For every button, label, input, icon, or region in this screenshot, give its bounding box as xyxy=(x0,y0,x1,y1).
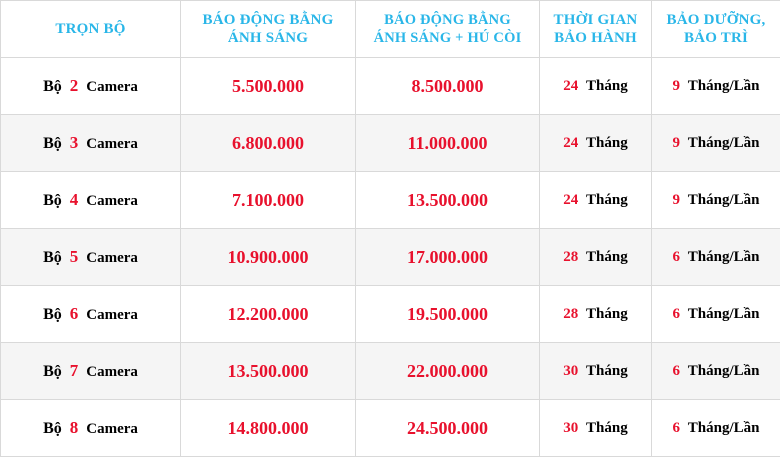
cell-kit xyxy=(1,400,181,457)
kit-suffix: Camera xyxy=(86,250,138,266)
column-header-light-alarm xyxy=(181,1,356,58)
maintenance-unit: Tháng/Lần xyxy=(687,248,760,265)
maintenance-unit: Tháng/Lần xyxy=(687,419,760,436)
cell-maintenance xyxy=(652,172,780,229)
warranty-number: 28 xyxy=(563,305,579,322)
warranty-number: 30 xyxy=(563,419,579,436)
kit-prefix: Bộ xyxy=(43,78,62,95)
warranty-number: 24 xyxy=(563,191,579,208)
maintenance-number: 9 xyxy=(672,77,681,94)
cell-price-light: 5.500.000 xyxy=(181,58,356,115)
column-header-light-siren-alarm xyxy=(356,1,540,58)
kit-suffix: Camera xyxy=(86,193,138,209)
cell-kit xyxy=(1,172,181,229)
kit-number: 2 xyxy=(69,76,79,95)
kit-suffix: Camera xyxy=(86,79,138,95)
column-header-warranty-line-2: BẢO HÀNH xyxy=(554,30,637,46)
column-header-light-siren-alarm-line-1: BÁO ĐỘNG BẰNG xyxy=(384,12,511,28)
cell-warranty xyxy=(540,58,652,115)
warranty-unit: Tháng xyxy=(586,191,628,208)
warranty-unit: Tháng xyxy=(586,305,628,322)
column-header-maintenance xyxy=(652,1,780,58)
cell-price-light: 14.800.000 xyxy=(181,400,356,457)
table-body xyxy=(1,58,780,457)
maintenance-unit: Tháng/Lần xyxy=(687,77,760,94)
column-header-warranty xyxy=(540,1,652,58)
column-header-maintenance-line-2: BẢO TRÌ xyxy=(683,30,749,46)
kit-prefix: Bộ xyxy=(43,249,62,266)
cell-maintenance xyxy=(652,115,780,172)
kit-prefix: Bộ xyxy=(43,306,62,323)
kit-prefix: Bộ xyxy=(43,363,62,380)
kit-prefix: Bộ xyxy=(43,135,62,152)
cell-kit xyxy=(1,343,181,400)
column-header-kit-line-1: TRỌN BỘ xyxy=(55,21,126,37)
warranty-unit: Tháng xyxy=(586,419,628,436)
maintenance-number: 9 xyxy=(672,191,681,208)
table-row xyxy=(1,115,780,172)
maintenance-unit: Tháng/Lần xyxy=(687,134,760,151)
column-header-light-alarm-line-1: BÁO ĐỘNG BẰNG xyxy=(202,12,334,28)
cell-price-light: 10.900.000 xyxy=(181,229,356,286)
cell-price-light: 6.800.000 xyxy=(181,115,356,172)
cell-maintenance xyxy=(652,343,780,400)
column-header-maintenance-line-1: BẢO DƯỠNG, xyxy=(666,12,766,28)
warranty-unit: Tháng xyxy=(586,362,628,379)
cell-price-light-siren: 22.000.000 xyxy=(356,343,540,400)
cell-warranty xyxy=(540,172,652,229)
kit-suffix: Camera xyxy=(86,307,138,323)
warranty-number: 30 xyxy=(563,362,579,379)
kit-suffix: Camera xyxy=(86,136,138,152)
cell-kit xyxy=(1,58,181,115)
cell-warranty xyxy=(540,286,652,343)
cell-price-light-siren: 13.500.000 xyxy=(356,172,540,229)
cell-price-light: 12.200.000 xyxy=(181,286,356,343)
cell-price-light: 7.100.000 xyxy=(181,172,356,229)
kit-number: 4 xyxy=(69,190,79,209)
warranty-number: 24 xyxy=(563,77,579,94)
cell-warranty xyxy=(540,343,652,400)
column-header-light-siren-alarm-line-2: ÁNH SÁNG + HÚ CÒI xyxy=(373,30,522,46)
table-row xyxy=(1,286,780,343)
kit-number: 3 xyxy=(69,133,79,152)
maintenance-number: 6 xyxy=(672,362,681,379)
table-header-row xyxy=(1,1,780,58)
kit-number: 5 xyxy=(69,247,79,266)
kit-number: 8 xyxy=(69,418,79,437)
maintenance-unit: Tháng/Lần xyxy=(687,191,760,208)
cell-warranty xyxy=(540,400,652,457)
warranty-unit: Tháng xyxy=(586,248,628,265)
maintenance-unit: Tháng/Lần xyxy=(687,305,760,322)
kit-number: 7 xyxy=(69,361,79,380)
maintenance-number: 6 xyxy=(672,305,681,322)
maintenance-number: 9 xyxy=(672,134,681,151)
table-row xyxy=(1,400,780,457)
maintenance-number: 6 xyxy=(672,248,681,265)
cell-maintenance xyxy=(652,58,780,115)
table-header xyxy=(1,1,780,58)
table-row xyxy=(1,58,780,115)
cell-price-light-siren: 19.500.000 xyxy=(356,286,540,343)
cell-kit xyxy=(1,286,181,343)
cell-price-light-siren: 11.000.000 xyxy=(356,115,540,172)
maintenance-number: 6 xyxy=(672,419,681,436)
maintenance-unit: Tháng/Lần xyxy=(687,362,760,379)
cell-price-light-siren: 24.500.000 xyxy=(356,400,540,457)
table-row xyxy=(1,172,780,229)
kit-number: 6 xyxy=(69,304,79,323)
cell-price-light: 13.500.000 xyxy=(181,343,356,400)
cell-price-light-siren: 17.000.000 xyxy=(356,229,540,286)
warranty-unit: Tháng xyxy=(586,134,628,151)
warranty-unit: Tháng xyxy=(586,77,628,94)
cell-price-light-siren: 8.500.000 xyxy=(356,58,540,115)
column-header-light-alarm-line-2: ÁNH SÁNG xyxy=(227,30,309,46)
kit-prefix: Bộ xyxy=(43,192,62,209)
column-header-kit xyxy=(1,1,181,58)
cell-warranty xyxy=(540,115,652,172)
warranty-number: 24 xyxy=(563,134,579,151)
table-row xyxy=(1,229,780,286)
cell-maintenance xyxy=(652,229,780,286)
cell-warranty xyxy=(540,229,652,286)
cell-kit xyxy=(1,115,181,172)
kit-prefix: Bộ xyxy=(43,420,62,437)
column-header-warranty-line-1: THỜI GIAN xyxy=(553,12,638,28)
cell-maintenance xyxy=(652,286,780,343)
kit-suffix: Camera xyxy=(86,364,138,380)
cell-maintenance xyxy=(652,400,780,457)
table-row xyxy=(1,343,780,400)
warranty-number: 28 xyxy=(563,248,579,265)
cell-kit xyxy=(1,229,181,286)
kit-suffix: Camera xyxy=(86,421,138,437)
